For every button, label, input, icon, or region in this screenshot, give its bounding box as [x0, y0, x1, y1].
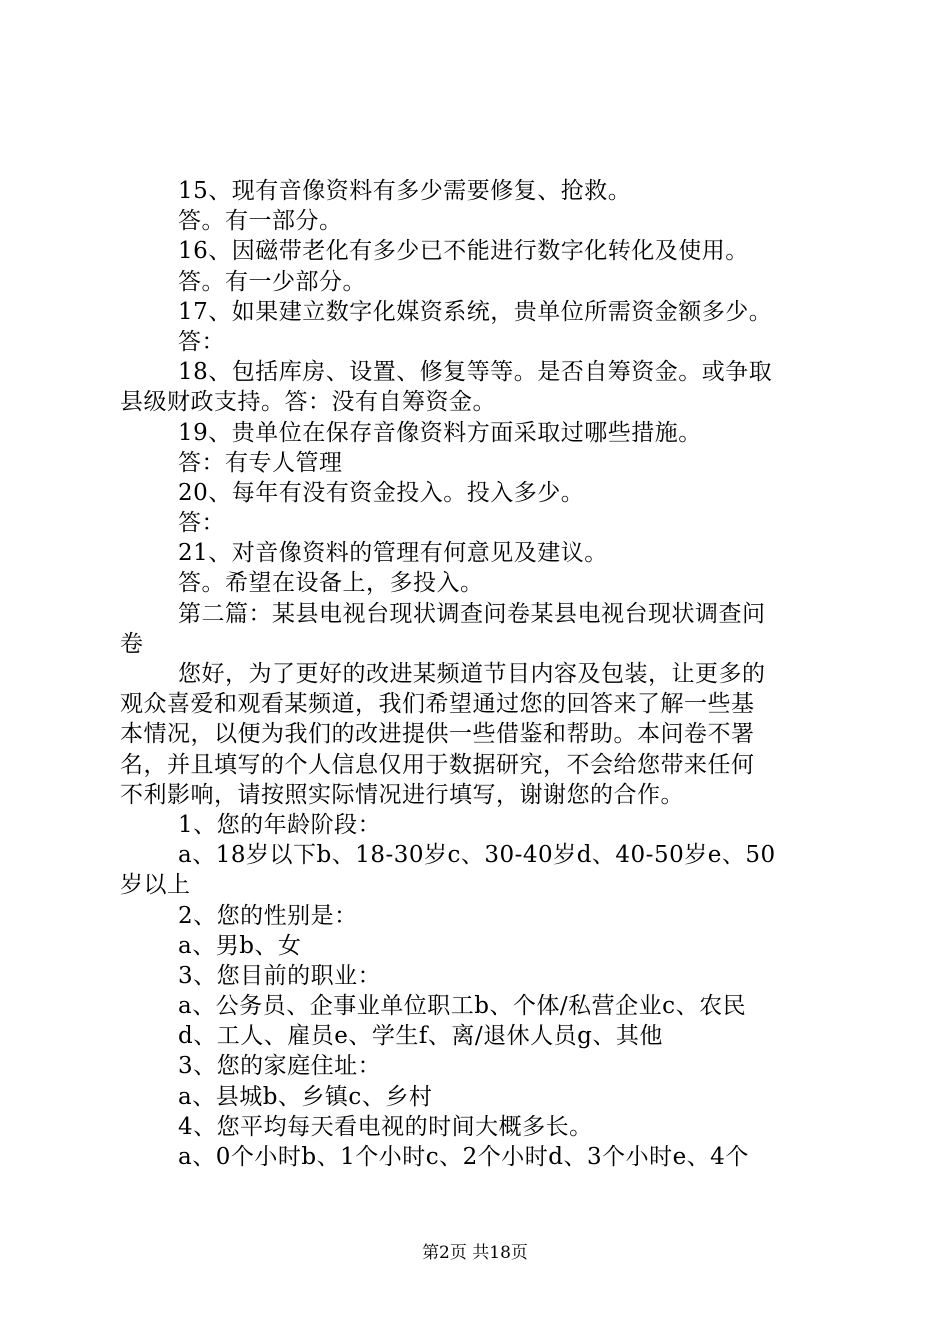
options-age-continued: 岁以上 [120, 872, 191, 899]
text-line: 不利影响，请按照实际情况进行填写，谢谢您的合作。 [120, 781, 684, 808]
options-occupation-continued: d、工人、雇员e、学生f、离/退休人员g、其他 [178, 1023, 663, 1050]
options-age: a、18岁以下b、18-30岁c、30-40岁d、40-50岁e、50 [178, 842, 776, 869]
question-tv-time: 4、您平均每天看电视的时间大概多长。 [178, 1113, 593, 1140]
text-line: 答。有一部分。 [178, 208, 343, 235]
text-line: 18、包括库房、设置、修复等等。是否自筹资金。或争取 [178, 359, 773, 386]
text-line: 答： [178, 510, 225, 537]
text-line: 答：有专人管理 [178, 449, 343, 476]
text-line: 名，并且填写的个人信息仅用于数据研究，不会给您带来任何 [120, 751, 755, 778]
text-line: 19、贵单位在保存音像资料方面采取过哪些措施。 [178, 419, 702, 446]
text-line: 20、每年有没有资金投入。投入多少。 [178, 479, 585, 506]
text-line: 答。有一少部分。 [178, 268, 366, 295]
options-occupation: a、公务员、企事业单位职工b、个体/私营企业c、农民 [178, 993, 747, 1020]
question-gender: 2、您的性别是： [178, 902, 358, 929]
text-line: 县级财政支持。答：没有自筹资金。 [120, 389, 496, 416]
page-number-footer: 第2页 共18页 [422, 1243, 528, 1263]
text-line: 16、因磁带老化有多少已不能进行数字化转化及使用。 [178, 238, 749, 265]
options-address: a、县城b、乡镇c、乡村 [178, 1083, 433, 1110]
text-line: 您好，为了更好的改进某频道节目内容及包装，让更多的 [178, 661, 766, 687]
text-line: 答。希望在设备上，多投入。 [178, 570, 484, 597]
document-body [120, 176, 832, 1172]
options-gender: a、男b、女 [178, 932, 302, 959]
question-occupation: 3、您目前的职业： [178, 962, 382, 989]
text-line: 17、如果建立数字化媒资系统，贵单位所需资金额多少。 [178, 298, 773, 325]
options-tv-time: a、0个小时b、1个小时c、2个小时d、3个小时e、4个 [178, 1144, 749, 1170]
question-age: 1、您的年龄阶段： [178, 811, 382, 838]
question-address: 3、您的家庭住址： [178, 1053, 382, 1080]
section-heading: 第二篇：某县电视台现状调查问卷某县电视台现状调查问 [178, 600, 766, 627]
text-line: 观众喜爱和观看某频道，我们希望通过您的回答来了解一些基 [120, 691, 755, 718]
text-line: 21、对音像资料的管理有何意见及建议。 [178, 540, 608, 567]
text-line: 答： [178, 328, 225, 355]
text-line: 本情况，以便为我们的改进提供一些借鉴和帮助。本问卷不署 [120, 721, 755, 748]
text-line: 15、现有音像资料有多少需要修复、抢救。 [178, 178, 632, 204]
section-heading-continued: 卷 [120, 630, 144, 657]
